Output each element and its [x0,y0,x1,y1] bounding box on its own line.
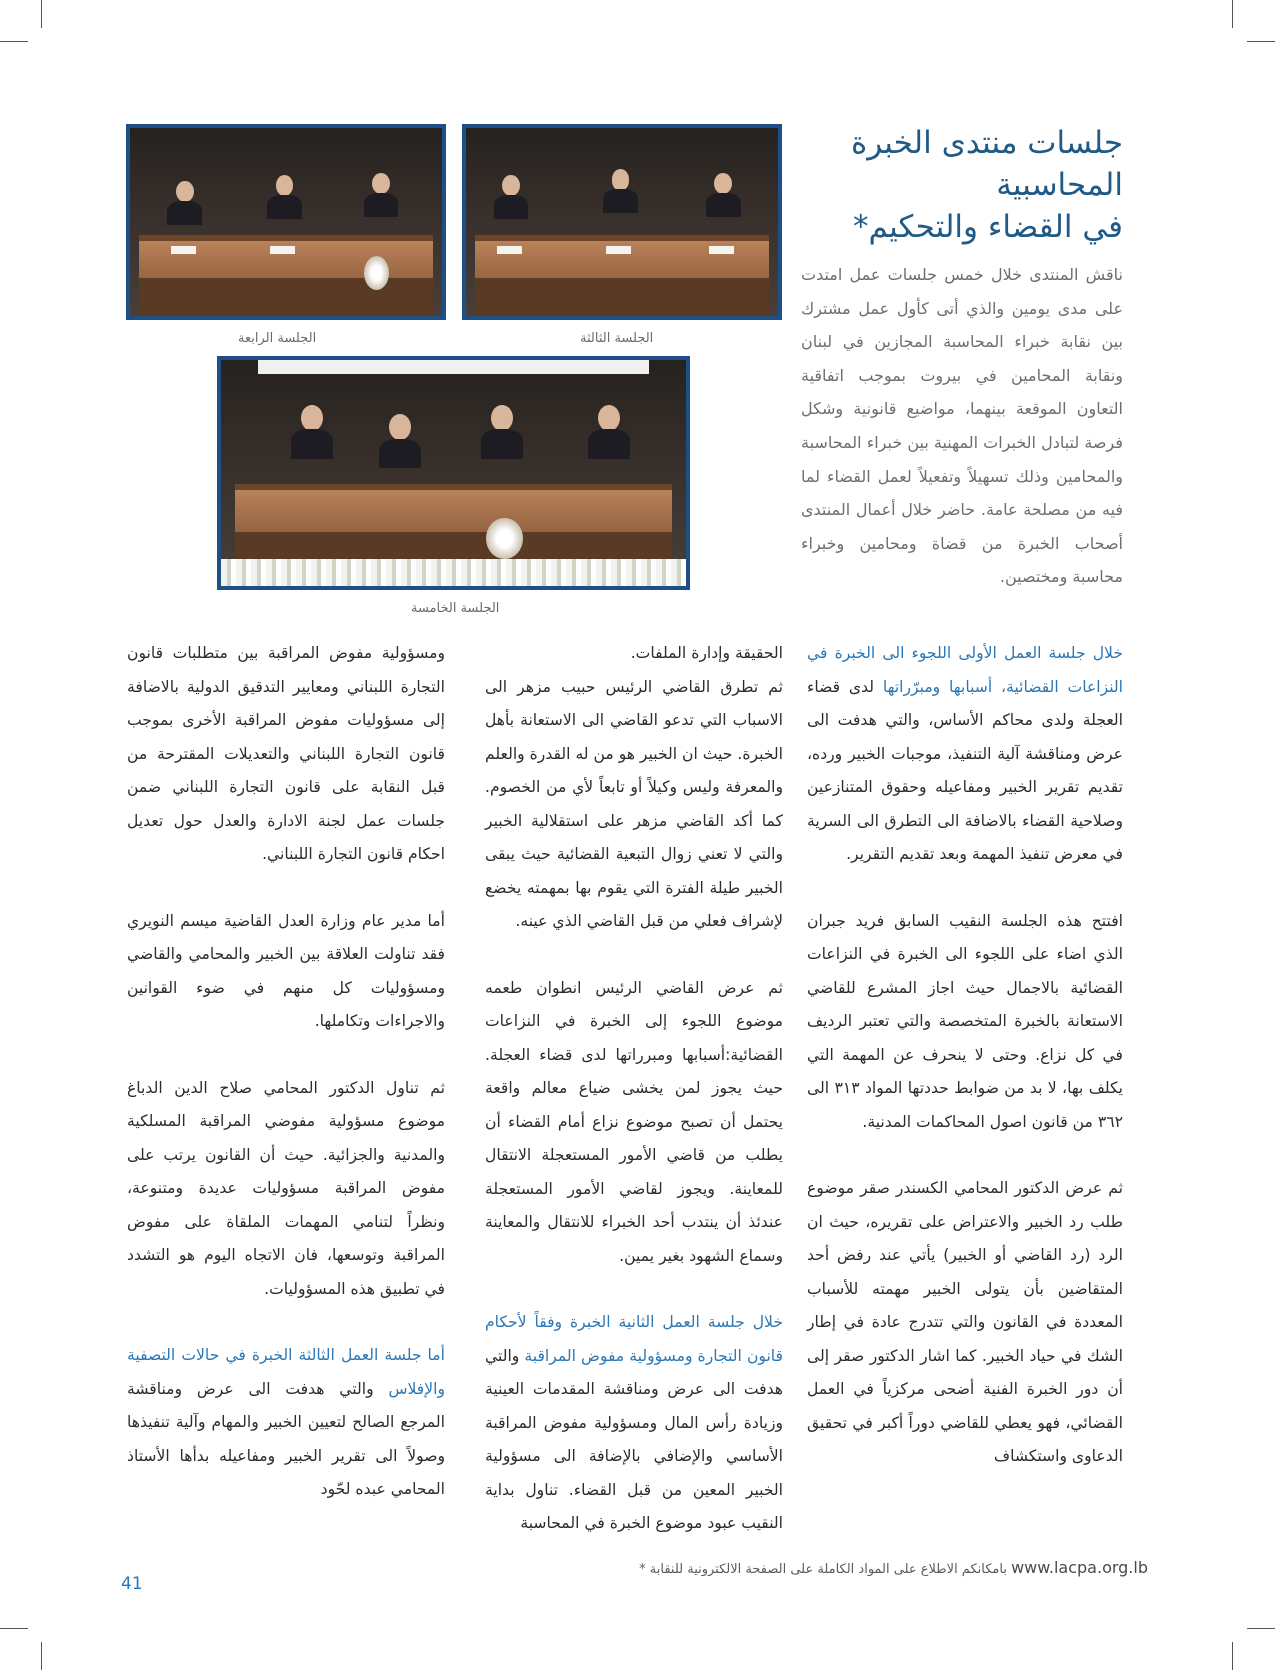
article-column-2 [485,637,783,1574]
panelist-figure [291,405,333,459]
crop-mark [0,41,28,42]
intro-paragraph: ناقش المنتدى خلال خمس جلسات عمل امتدت على مدى يومين والذي أتى كأول عمل مشترك بين نقابة خبراء المحاسبة المجازين في لبنان ونقابة المحامين في بيروت بموجب اتفاقية التعاون الموقعة بينهما، مواضيع قانونية وشكل فرصة لتبادل الخبرات المهنية بين خبراء المحاسبة والمحامين وذلك تسهيلاً وتفعيلاً لعمل القضاء لما فيه من مصلحة عامة. حاضر خلال أعمال المنتدى أصحاب الخبرة من قضاة ومحامين وخبراء محاسبة ومختصين. [801,265,1123,587]
article-paragraph: ومسؤولية مفوض المراقبة بين متطلبات قانون التجارة اللبناني ومعايير التدقيق الدولية بالاضافة إلى مسؤوليات مفوض المراقبة الأخرى بموجب قانون التجارة اللبناني والتعديلات المقترحة من قبل النقابة على قانون التجارة اللبناني ضمن جلسات عمل لجنة الادارة والعدل حول تعديل احكام قانون التجارة اللبناني. [127,644,445,863]
page-number: 41 [121,1574,143,1594]
emblem [364,256,389,290]
paragraph-text: والتي هدفت الى عرض ومناقشة المرجع الصالح لتعيين الخبير والمهام وآلية تنفيذها وصولاً الى تقرير الخبير ومفاعيله بدأها الأستاذ المحامي عبده لحّود [127,1379,445,1498]
article-paragraph: ثم عرض القاضي الرئيس انطوان طعمه موضوع اللجوء إلى الخبرة في النزاعات القضائية:أسبابها ومبرراتها لدى قضاء العجلة. حيث يجوز لمن يخشى ضياع معالم واقعة يحتمل أن تصبح موضوع نزاع أمام القضاء أن يطلب من قاضي الأمور المستعجلة الانتقال للمعاينة. ويجوز لقاضي الأمور المستعجلة عندئذ أن ينتدب أحد الخبراء للانتقال والمعاينة وسماع الشهود بغير يمين. [485,978,783,1265]
name-plate [497,246,522,254]
crop-mark [0,1628,28,1629]
article-paragraph: ثم تناول الدكتور المحامي صلاح الدين الدباغ موضوع مسؤولية مفوضي المراقبة المسلكية والمدنية والجزائية. حيث أن القانون يرتب على مفوض المراقبة مسؤوليات عديدة ومتنوعة، ونظراً لتنامي المهمات الملقاة على مفوض المراقبة وتوسعها، فان الاتجاه اليوم هو التشدد في تطبيق هذه المسؤوليات. [127,1078,445,1298]
article-paragraph: الحقيقة وإدارة الملفات. [630,644,783,662]
crop-mark [41,1642,42,1670]
crop-mark [1247,41,1275,42]
article-paragraph: ثم تطرق القاضي الرئيس حبيب مزهر الى الاسباب التي تدعو القاضي الى الاستعانة بأهل الخبرة. حيث ان الخبير هو من له القدرة والعلم والمعرفة وليس وكيلاً أو تابعاً لأي من الخصوم. كما أكد القاضي مزهر على استقلالية الخبير والتي لا تعني زوال التبعية القضائية حيث يبقى الخبير طيلة الفترة التي يقوم بها بمهمته يخضع لإشراف فعلي من قبل القاضي الذي عينه. [485,677,783,930]
desk-front [139,278,432,316]
panelist-figure [167,181,201,225]
photo-caption: الجلسة الرابعة [238,331,317,346]
flower-arrangement [221,559,686,586]
crop-mark [41,0,42,28]
title-line: جلسات منتدى الخبرة [850,125,1123,161]
photo-session-4 [126,124,446,320]
name-plate [270,246,295,254]
article-paragraph [807,637,1123,872]
panelist-figure [706,173,740,217]
photo-caption: الجلسة الثالثة [580,331,654,346]
panelist-figure [379,414,421,468]
session-heading: أما جلسة العمل الثالثة الخبرة في حالات التصفية والإفلاس [127,1346,445,1398]
article-paragraph: افتتح هذه الجلسة النقيب السابق فريد جبران الذي اضاء على اللجوء الى الخبرة في النزاعات القضائية بالاجمال حيث اجاز المشرع للقاضي الاستعانة بالخبرة المتخصصة والتي تعتبر الرديف في كل نزاع. وحتى لا ينحرف عن المهمة التي يكلف بها، لا بد من ضوابط حددتها المواد ٣١٣ الى ٣٦٢ من قانون اصول المحاكمات المدنية. [807,911,1123,1131]
projector-screen [258,360,649,374]
title-line: في القضاء والتحكيم* [852,209,1123,245]
session-heading: خلال جلسة العمل الأولى اللجوء الى الخبرة في النزاعات القضائية، أسبابها ومبرّراتها [807,644,1123,696]
panelist-figure [494,175,528,219]
article-paragraph [485,1306,783,1541]
photo-session-3 [462,124,782,320]
footer-note-text: بامكانكم الاطلاع على المواد الكاملة على الصفحة الالكترونية للنقابة * [639,1562,1007,1577]
paragraph-text: لدى قضاء العجلة ولدى محاكم الأساس، والتي هدفت الى عرض ومناقشة آلية التنفيذ، موجبات الخبير ورده، تقديم تقرير الخبير ومفاعيله وحقوق المتنازعين وصلاحية القضاء بالاضافة الى التطرق الى السرية في معرض تنفيذ المهمة وبعد تقديم التقرير. [807,677,1123,863]
paragraph-text: والتي هدفت الى عرض ومناقشة المقدمات العينية وزيادة رأس المال ومسؤولية مفوض المراقبة الأساسي والإضافي بالإضافة الى مسؤولية الخبير المعين من قبل القضاء. تناول بداية النقيب عبود موضوع الخبرة في المحاسبة [485,1346,783,1532]
title-line: المحاسبية [996,167,1123,203]
panelist-figure [267,175,301,219]
panelist-figure [588,405,630,459]
panelist-figure [364,173,398,217]
article-intro [801,258,1123,594]
website-link[interactable]: www.lacpa.org.lb [1011,1558,1148,1577]
article-paragraph: ثم عرض الدكتور المحامي الكسندر صقر موضوع طلب رد الخبير والاعتراض على تقريره، حيث ان الرد (رد القاضي أو الخبير) يأتي عند رفض أحد المتقاضين بأن يتولى الخبير مهمته للأسباب المعددة في القانون والتي تتدرج عادة في إطار الشك في حياد الخبير. كما اشار الدكتور صقر إلى أن دور الخبرة الفنية أضحى مركزياً في العمل القضائي، فهو يعطي للقاضي دوراً أكبر في تحقيق الدعاوى واستكشاف [807,1179,1123,1465]
name-plate [171,246,196,254]
article-paragraph: أما مدير عام وزارة العدل القاضية ميسم النويري فقد تناولت العلاقة بين الخبير والمحامي والقاضي ومسؤوليات كل منهم في ضوء القوانين والاجراءات وتكاملها. [127,911,445,1030]
photo-caption: الجلسة الخامسة [411,601,500,616]
photo-session-5 [217,356,690,590]
emblem [486,518,523,559]
crop-mark [1232,0,1233,28]
desk-front [475,278,768,316]
panelist-figure [603,169,637,213]
session-heading: خلال جلسة العمل الثانية الخبرة وفقاً لأحكام قانون التجارة ومسؤولية مفوض المراقبة [485,1313,783,1365]
crop-mark [1232,1642,1233,1670]
crop-mark [1247,1628,1275,1629]
name-plate [709,246,734,254]
panelist-figure [481,405,523,459]
footer-note [488,1558,1148,1577]
article-column-1 [807,637,1123,1507]
article-column-3 [127,637,445,1540]
article-paragraph [127,1339,445,1507]
name-plate [606,246,631,254]
